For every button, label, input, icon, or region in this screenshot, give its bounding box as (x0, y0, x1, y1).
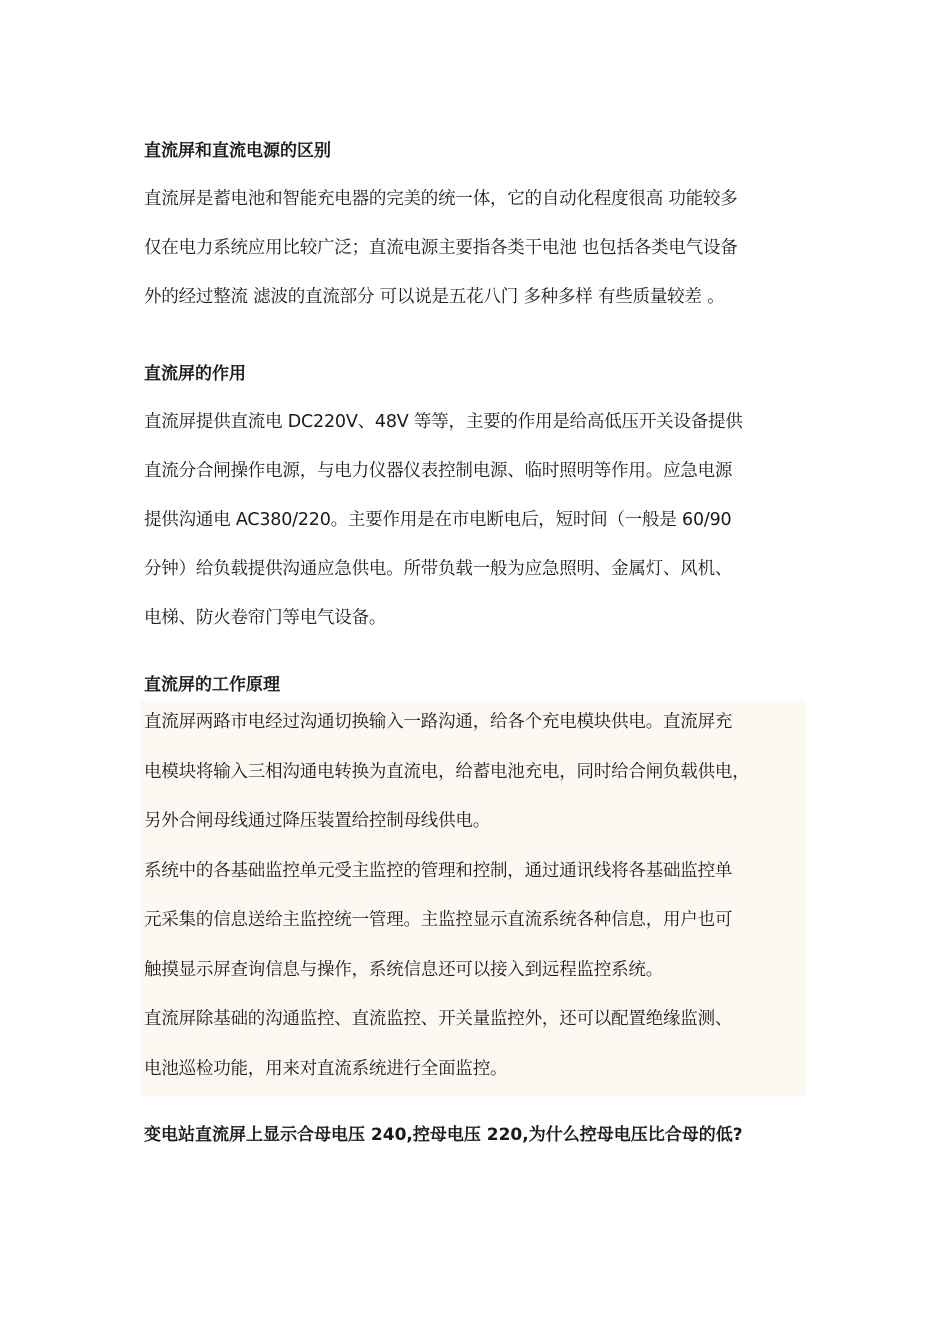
paragraph-line: 元采集的信息送给主监控统一管理。主监控显示直流系统各种信息，用户也可 (144, 910, 733, 930)
paragraph-line: 分钟）给负载提供沟通应急供电。所带负载一般为应急照明、金属灯、风机、 (144, 559, 733, 579)
paragraph-line: 直流屏两路市电经过沟通切换输入一路沟通，给各个充电模块供电。直流屏充 (144, 712, 733, 732)
section-heading-working-principle: 直流屏的工作原理 (144, 675, 280, 695)
paragraph-line: 直流屏除基础的沟通监控、直流监控、开关量监控外，还可以配置绝缘监测、 (144, 1009, 733, 1029)
paragraph-line: 电池巡检功能，用来对直流系统进行全面监控。 (144, 1058, 508, 1079)
paragraph-line: 直流分合闸操作电源，与电力仪器仪表控制电源、临时照明等作用。应急电源 (144, 461, 733, 481)
paragraph-line: 提供沟通电 AC380/220。主要作用是在市电断电后，短时间（一般是 60/90 (144, 510, 732, 530)
paragraph-line: 电梯、防火卷帘门等电气设备。 (144, 608, 387, 628)
section-heading-question: 变电站直流屏上显示合母电压 240,控母电压 220,为什么控母电压比合母的低? (144, 1125, 743, 1145)
paragraph-line: 系统中的各基础监控单元受主监控的管理和控制，通过通讯线将各基础监控单 (144, 860, 733, 881)
section-body-working-principle (144, 698, 808, 1094)
paragraph-line: 触摸显示屏查询信息与操作，系统信息还可以接入到远程监控系统。 (144, 959, 663, 980)
section-body-difference (144, 175, 808, 322)
section-body-function (144, 398, 808, 643)
section-heading-function: 直流屏的作用 (144, 364, 246, 384)
paragraph-line: 外的经过整流 滤波的直流部分 可以说是五花八门 多种多样 有些质量较差 。 (144, 287, 725, 307)
paragraph-line: 直流屏提供直流电 DC220V、48V 等等，主要的作用是给高低压开关设备提供 (144, 412, 743, 432)
paragraph-line: 另外合闸母线通过降压装置给控制母线供电。 (144, 811, 490, 831)
paragraph-line: 电模块将输入三相沟通电转换为直流电，给蓄电池充电，同时给合闸负载供电， (144, 761, 750, 782)
paragraph-line: 直流屏是蓄电池和智能充电器的完美的统一体，它的自动化程度很高 功能较多 (144, 189, 738, 209)
section-heading-difference: 直流屏和直流电源的区别 (144, 141, 331, 161)
paragraph-line: 仅在电力系统应用比较广泛；直流电源主要指各类干电池 也包括各类电气设备 (144, 238, 738, 258)
